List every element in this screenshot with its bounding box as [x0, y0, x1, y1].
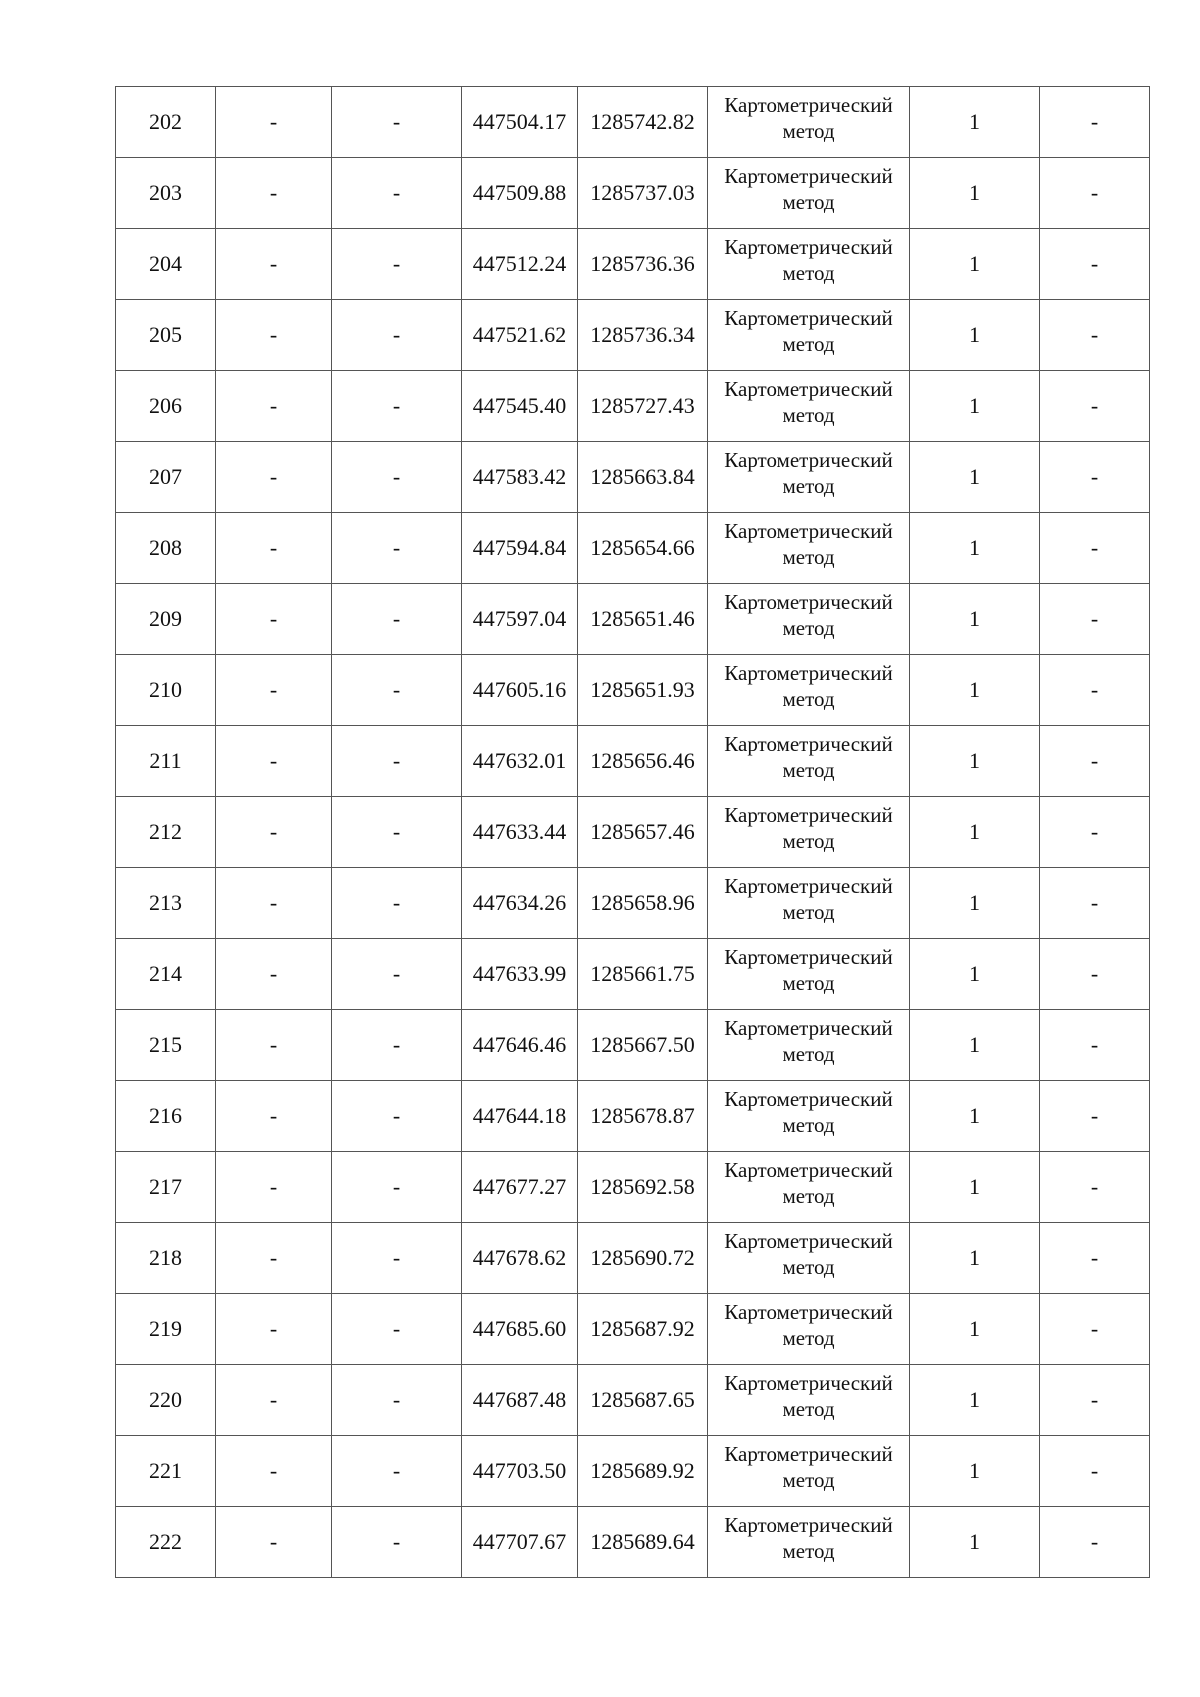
method-line2: метод	[782, 545, 835, 569]
cell-method	[708, 300, 910, 371]
cell-accuracy: 1	[910, 158, 1040, 229]
cell-x-coordinate: 447634.26	[462, 868, 578, 939]
cell-col2: -	[216, 1152, 332, 1223]
method-line1: Картометрический	[724, 874, 893, 898]
cell-accuracy: 1	[910, 726, 1040, 797]
table-row	[116, 584, 1150, 655]
table-row	[116, 1152, 1150, 1223]
cell-y-coordinate: 1285687.65	[578, 1365, 708, 1436]
table-row	[116, 158, 1150, 229]
table-row	[116, 726, 1150, 797]
cell-accuracy: 1	[910, 1081, 1040, 1152]
cell-method	[708, 513, 910, 584]
cell-col2: -	[216, 513, 332, 584]
method-line1: Картометрический	[724, 732, 893, 756]
cell-col3: -	[332, 1223, 462, 1294]
method-line1: Картометрический	[724, 661, 893, 685]
method-line2: метод	[782, 119, 835, 143]
cell-accuracy: 1	[910, 1365, 1040, 1436]
cell-x-coordinate: 447632.01	[462, 726, 578, 797]
method-line2: метод	[782, 900, 835, 924]
method-line1: Картометрический	[724, 377, 893, 401]
cell-last: -	[1040, 655, 1150, 726]
cell-col2: -	[216, 442, 332, 513]
cell-col2: -	[216, 1365, 332, 1436]
cell-y-coordinate: 1285661.75	[578, 939, 708, 1010]
cell-method	[708, 1081, 910, 1152]
cell-last: -	[1040, 229, 1150, 300]
table-row	[116, 1223, 1150, 1294]
cell-y-coordinate: 1285663.84	[578, 442, 708, 513]
cell-x-coordinate: 447597.04	[462, 584, 578, 655]
cell-method	[708, 442, 910, 513]
cell-y-coordinate: 1285656.46	[578, 726, 708, 797]
cell-method	[708, 87, 910, 158]
cell-y-coordinate: 1285727.43	[578, 371, 708, 442]
method-line1: Картометрический	[724, 803, 893, 827]
cell-col2: -	[216, 1436, 332, 1507]
table-row	[116, 1010, 1150, 1081]
cell-method	[708, 158, 910, 229]
cell-point-number: 210	[116, 655, 216, 726]
table-row	[116, 442, 1150, 513]
table-row	[116, 1081, 1150, 1152]
cell-point-number: 215	[116, 1010, 216, 1081]
cell-y-coordinate: 1285657.46	[578, 797, 708, 868]
table-row	[116, 513, 1150, 584]
cell-accuracy: 1	[910, 229, 1040, 300]
method-line1: Картометрический	[724, 306, 893, 330]
cell-col2: -	[216, 229, 332, 300]
cell-last: -	[1040, 584, 1150, 655]
cell-last: -	[1040, 1294, 1150, 1365]
cell-col3: -	[332, 1152, 462, 1223]
cell-y-coordinate: 1285737.03	[578, 158, 708, 229]
cell-col2: -	[216, 1223, 332, 1294]
cell-y-coordinate: 1285651.93	[578, 655, 708, 726]
cell-x-coordinate: 447646.46	[462, 1010, 578, 1081]
method-line2: метод	[782, 1042, 835, 1066]
cell-method	[708, 655, 910, 726]
cell-x-coordinate: 447521.62	[462, 300, 578, 371]
method-line2: метод	[782, 616, 835, 640]
cell-y-coordinate: 1285742.82	[578, 87, 708, 158]
cell-y-coordinate: 1285654.66	[578, 513, 708, 584]
cell-method	[708, 1010, 910, 1081]
cell-last: -	[1040, 1223, 1150, 1294]
cell-method	[708, 1365, 910, 1436]
cell-last: -	[1040, 868, 1150, 939]
method-line2: метод	[782, 1113, 835, 1137]
cell-col3: -	[332, 1010, 462, 1081]
table-row	[116, 797, 1150, 868]
method-line2: метод	[782, 1184, 835, 1208]
cell-accuracy: 1	[910, 868, 1040, 939]
cell-y-coordinate: 1285667.50	[578, 1010, 708, 1081]
cell-last: -	[1040, 1365, 1150, 1436]
method-line1: Картометрический	[724, 164, 893, 188]
method-line1: Картометрический	[724, 1229, 893, 1253]
cell-accuracy: 1	[910, 371, 1040, 442]
method-line2: метод	[782, 332, 835, 356]
cell-col3: -	[332, 1436, 462, 1507]
cell-method	[708, 584, 910, 655]
cell-point-number: 220	[116, 1365, 216, 1436]
cell-y-coordinate: 1285658.96	[578, 868, 708, 939]
cell-point-number: 216	[116, 1081, 216, 1152]
cell-accuracy: 1	[910, 513, 1040, 584]
cell-point-number: 219	[116, 1294, 216, 1365]
cell-last: -	[1040, 726, 1150, 797]
table-row	[116, 655, 1150, 726]
cell-x-coordinate: 447678.62	[462, 1223, 578, 1294]
method-line1: Картометрический	[724, 945, 893, 969]
cell-col3: -	[332, 939, 462, 1010]
cell-point-number: 221	[116, 1436, 216, 1507]
cell-col3: -	[332, 797, 462, 868]
table-row	[116, 939, 1150, 1010]
cell-x-coordinate: 447509.88	[462, 158, 578, 229]
cell-col3: -	[332, 87, 462, 158]
method-line2: метод	[782, 1326, 835, 1350]
cell-col3: -	[332, 726, 462, 797]
cell-point-number: 205	[116, 300, 216, 371]
method-line2: метод	[782, 687, 835, 711]
cell-method	[708, 1294, 910, 1365]
cell-x-coordinate: 447633.44	[462, 797, 578, 868]
cell-y-coordinate: 1285651.46	[578, 584, 708, 655]
method-line2: метод	[782, 261, 835, 285]
cell-accuracy: 1	[910, 300, 1040, 371]
cell-col2: -	[216, 1010, 332, 1081]
cell-point-number: 222	[116, 1507, 216, 1578]
cell-col3: -	[332, 868, 462, 939]
cell-point-number: 206	[116, 371, 216, 442]
cell-x-coordinate: 447644.18	[462, 1081, 578, 1152]
cell-accuracy: 1	[910, 442, 1040, 513]
method-line1: Картометрический	[724, 590, 893, 614]
method-line1: Картометрический	[724, 1016, 893, 1040]
method-line1: Картометрический	[724, 1087, 893, 1111]
cell-last: -	[1040, 300, 1150, 371]
cell-y-coordinate: 1285690.72	[578, 1223, 708, 1294]
cell-y-coordinate: 1285678.87	[578, 1081, 708, 1152]
cell-col3: -	[332, 1081, 462, 1152]
table-row	[116, 300, 1150, 371]
table-row	[116, 868, 1150, 939]
method-line2: метод	[782, 1539, 835, 1563]
cell-x-coordinate: 447707.67	[462, 1507, 578, 1578]
cell-method	[708, 797, 910, 868]
cell-accuracy: 1	[910, 1294, 1040, 1365]
cell-col2: -	[216, 158, 332, 229]
cell-accuracy: 1	[910, 1010, 1040, 1081]
cell-accuracy: 1	[910, 1436, 1040, 1507]
cell-x-coordinate: 447512.24	[462, 229, 578, 300]
method-line1: Картометрический	[724, 1300, 893, 1324]
cell-col3: -	[332, 442, 462, 513]
cell-accuracy: 1	[910, 797, 1040, 868]
method-line1: Картометрический	[724, 1442, 893, 1466]
cell-method	[708, 1223, 910, 1294]
cell-accuracy: 1	[910, 939, 1040, 1010]
cell-last: -	[1040, 513, 1150, 584]
method-line1: Картометрический	[724, 1371, 893, 1395]
cell-point-number: 214	[116, 939, 216, 1010]
cell-col2: -	[216, 1081, 332, 1152]
table-row	[116, 87, 1150, 158]
table-row	[116, 1294, 1150, 1365]
cell-point-number: 207	[116, 442, 216, 513]
cell-point-number: 217	[116, 1152, 216, 1223]
method-line1: Картометрический	[724, 1513, 893, 1537]
cell-col3: -	[332, 300, 462, 371]
cell-last: -	[1040, 158, 1150, 229]
cell-accuracy: 1	[910, 584, 1040, 655]
cell-col2: -	[216, 371, 332, 442]
cell-method	[708, 868, 910, 939]
cell-x-coordinate: 447504.17	[462, 87, 578, 158]
table-row	[116, 1436, 1150, 1507]
cell-accuracy: 1	[910, 655, 1040, 726]
cell-col2: -	[216, 655, 332, 726]
cell-point-number: 213	[116, 868, 216, 939]
cell-point-number: 204	[116, 229, 216, 300]
cell-col2: -	[216, 868, 332, 939]
method-line2: метод	[782, 971, 835, 995]
cell-col3: -	[332, 513, 462, 584]
cell-point-number: 209	[116, 584, 216, 655]
table-row	[116, 371, 1150, 442]
cell-y-coordinate: 1285692.58	[578, 1152, 708, 1223]
cell-point-number: 202	[116, 87, 216, 158]
coordinates-table	[115, 86, 1150, 1578]
cell-y-coordinate: 1285687.92	[578, 1294, 708, 1365]
cell-point-number: 208	[116, 513, 216, 584]
cell-x-coordinate: 447633.99	[462, 939, 578, 1010]
method-line2: метод	[782, 1468, 835, 1492]
cell-accuracy: 1	[910, 1152, 1040, 1223]
cell-y-coordinate: 1285689.64	[578, 1507, 708, 1578]
cell-x-coordinate: 447583.42	[462, 442, 578, 513]
table-body	[116, 87, 1150, 1578]
cell-point-number: 212	[116, 797, 216, 868]
cell-method	[708, 726, 910, 797]
method-line2: метод	[782, 190, 835, 214]
cell-last: -	[1040, 442, 1150, 513]
cell-col2: -	[216, 797, 332, 868]
method-line2: метод	[782, 758, 835, 782]
cell-x-coordinate: 447545.40	[462, 371, 578, 442]
cell-last: -	[1040, 87, 1150, 158]
cell-y-coordinate: 1285689.92	[578, 1436, 708, 1507]
cell-method	[708, 1507, 910, 1578]
cell-col2: -	[216, 87, 332, 158]
cell-point-number: 218	[116, 1223, 216, 1294]
method-line1: Картометрический	[724, 235, 893, 259]
cell-col3: -	[332, 655, 462, 726]
cell-last: -	[1040, 1081, 1150, 1152]
cell-last: -	[1040, 1010, 1150, 1081]
cell-x-coordinate: 447703.50	[462, 1436, 578, 1507]
cell-x-coordinate: 447687.48	[462, 1365, 578, 1436]
cell-accuracy: 1	[910, 1507, 1040, 1578]
cell-col2: -	[216, 939, 332, 1010]
cell-y-coordinate: 1285736.34	[578, 300, 708, 371]
table-row	[116, 229, 1150, 300]
method-line1: Картометрический	[724, 93, 893, 117]
method-line2: метод	[782, 829, 835, 853]
method-line2: метод	[782, 1397, 835, 1421]
cell-method	[708, 229, 910, 300]
cell-col3: -	[332, 1294, 462, 1365]
cell-col2: -	[216, 726, 332, 797]
cell-col3: -	[332, 1365, 462, 1436]
cell-col3: -	[332, 584, 462, 655]
cell-accuracy: 1	[910, 1223, 1040, 1294]
method-line2: метод	[782, 403, 835, 427]
cell-col2: -	[216, 1294, 332, 1365]
cell-col3: -	[332, 229, 462, 300]
cell-last: -	[1040, 1152, 1150, 1223]
method-line1: Картометрический	[724, 519, 893, 543]
method-line1: Картометрический	[724, 448, 893, 472]
cell-method	[708, 939, 910, 1010]
cell-col3: -	[332, 158, 462, 229]
cell-point-number: 211	[116, 726, 216, 797]
cell-col3: -	[332, 1507, 462, 1578]
cell-last: -	[1040, 797, 1150, 868]
table-row	[116, 1365, 1150, 1436]
cell-col2: -	[216, 1507, 332, 1578]
method-line2: метод	[782, 474, 835, 498]
cell-col3: -	[332, 371, 462, 442]
cell-col2: -	[216, 300, 332, 371]
cell-method	[708, 371, 910, 442]
cell-last: -	[1040, 939, 1150, 1010]
cell-x-coordinate: 447677.27	[462, 1152, 578, 1223]
cell-method	[708, 1436, 910, 1507]
cell-last: -	[1040, 1507, 1150, 1578]
method-line1: Картометрический	[724, 1158, 893, 1182]
cell-y-coordinate: 1285736.36	[578, 229, 708, 300]
table-row	[116, 1507, 1150, 1578]
cell-x-coordinate: 447594.84	[462, 513, 578, 584]
cell-last: -	[1040, 371, 1150, 442]
cell-col2: -	[216, 584, 332, 655]
cell-method	[708, 1152, 910, 1223]
cell-last: -	[1040, 1436, 1150, 1507]
cell-point-number: 203	[116, 158, 216, 229]
cell-x-coordinate: 447605.16	[462, 655, 578, 726]
cell-accuracy: 1	[910, 87, 1040, 158]
method-line2: метод	[782, 1255, 835, 1279]
cell-x-coordinate: 447685.60	[462, 1294, 578, 1365]
